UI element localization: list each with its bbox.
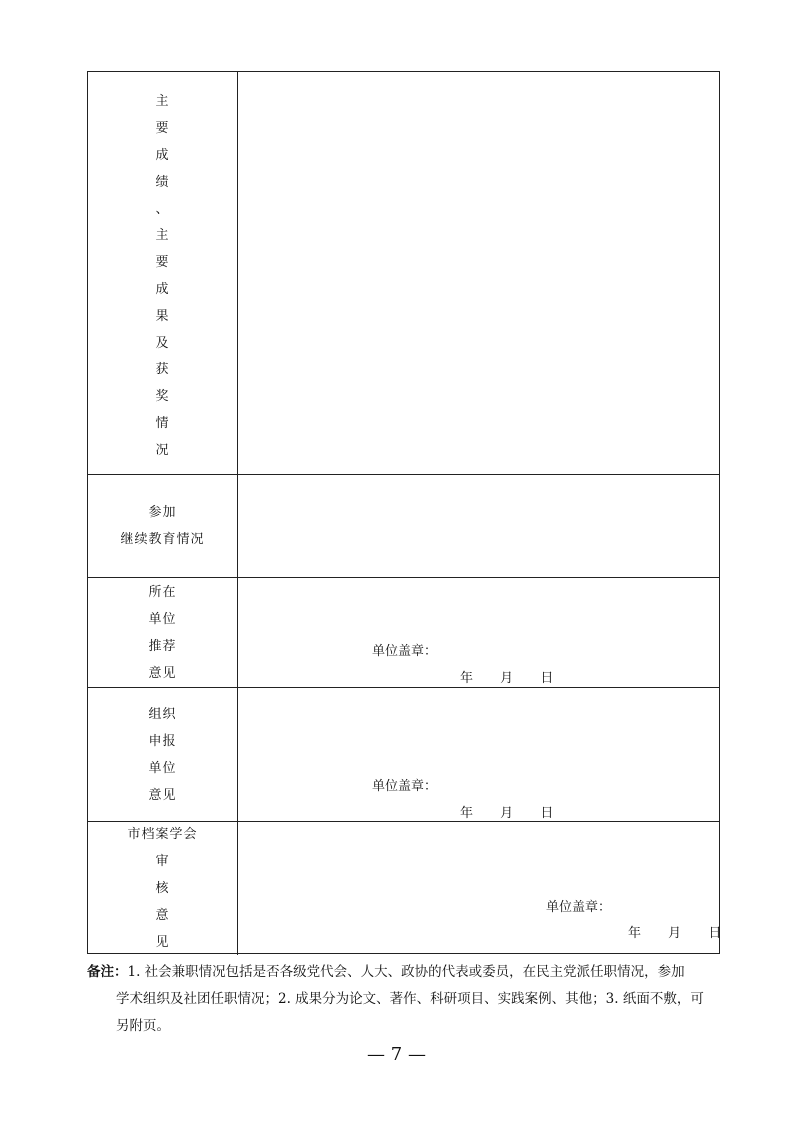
label-line: 核 [155, 881, 170, 896]
day-label: 日 [708, 926, 722, 941]
label-line: 意见 [148, 665, 177, 681]
label-char: 绩 [155, 174, 170, 190]
label-line: 所在 [148, 584, 177, 600]
label-char: 主 [155, 94, 170, 110]
label-line: 见 [155, 935, 170, 950]
year-label: 年 [460, 806, 474, 821]
month-label: 月 [668, 926, 682, 941]
day-label: 日 [540, 806, 554, 821]
unit-opinion-label [88, 578, 238, 687]
seal-label: 单位盖章： [372, 779, 438, 794]
remarks-note [87, 959, 747, 1040]
label-line: 推荐 [148, 638, 177, 654]
label-char: 要 [155, 121, 170, 137]
label-line: 意见 [148, 787, 177, 803]
day-label: 日 [540, 671, 554, 686]
unit-opinion-field[interactable] [238, 578, 719, 687]
achievements-row [88, 72, 719, 475]
label-char: 要 [155, 255, 170, 271]
remarks-prefix: 备注： [87, 964, 128, 980]
label-char: 果 [155, 308, 170, 324]
remarks-line-3: 另附页。 [116, 1018, 170, 1034]
label-line: 单位 [148, 611, 177, 627]
page-number: — 7 — [367, 1044, 426, 1065]
label-line: 组织 [148, 706, 177, 722]
year-label: 年 [460, 671, 474, 686]
assoc-review-row [88, 822, 722, 955]
achievements-label [88, 72, 238, 474]
year-label: 年 [628, 926, 642, 941]
month-label: 月 [500, 806, 514, 821]
unit-opinion-row [88, 578, 719, 688]
label-line: 单位 [148, 760, 177, 776]
label-line: 市档案学会 [127, 827, 198, 842]
label-line: 继续教育情况 [120, 532, 205, 547]
date-line [628, 922, 721, 941]
achievements-field[interactable] [238, 72, 719, 474]
assoc-review-label [88, 822, 238, 955]
seal-label: 单位盖章： [546, 900, 612, 915]
date-line [460, 802, 553, 821]
education-label [88, 475, 238, 577]
label-line: 审 [155, 854, 170, 869]
label-char: 及 [155, 335, 170, 351]
label-char: 获 [155, 362, 170, 378]
education-field[interactable] [238, 475, 719, 577]
remarks-line-2: 学术组织及社团任职情况；2. 成果分为论文、著作、科研项目、实践案例、其他；3. 纸面不敷，可 [116, 991, 704, 1007]
application-form-table [87, 71, 720, 954]
label-line: 意 [155, 908, 170, 923]
label-char: 情 [155, 415, 170, 431]
org-opinion-field[interactable] [238, 688, 719, 821]
date-line [460, 667, 553, 686]
label-char: 奖 [155, 389, 170, 405]
label-char: 主 [155, 228, 170, 244]
seal-label: 单位盖章： [372, 644, 438, 659]
education-row [88, 475, 719, 578]
org-opinion-row [88, 688, 719, 822]
label-char: 况 [155, 442, 170, 458]
label-line: 申报 [148, 733, 177, 749]
month-label: 月 [500, 671, 514, 686]
label-char: 、 [155, 201, 170, 217]
label-line: 参加 [148, 505, 177, 520]
label-char: 成 [155, 148, 170, 164]
org-opinion-label [88, 688, 238, 821]
label-char: 成 [155, 282, 170, 297]
remarks-line-1: 1. 社会兼职情况包括是否各级党代会、人大、政协的代表或委员，在民主党派任职情况，参加 [127, 964, 685, 980]
assoc-review-field[interactable] [238, 822, 722, 955]
